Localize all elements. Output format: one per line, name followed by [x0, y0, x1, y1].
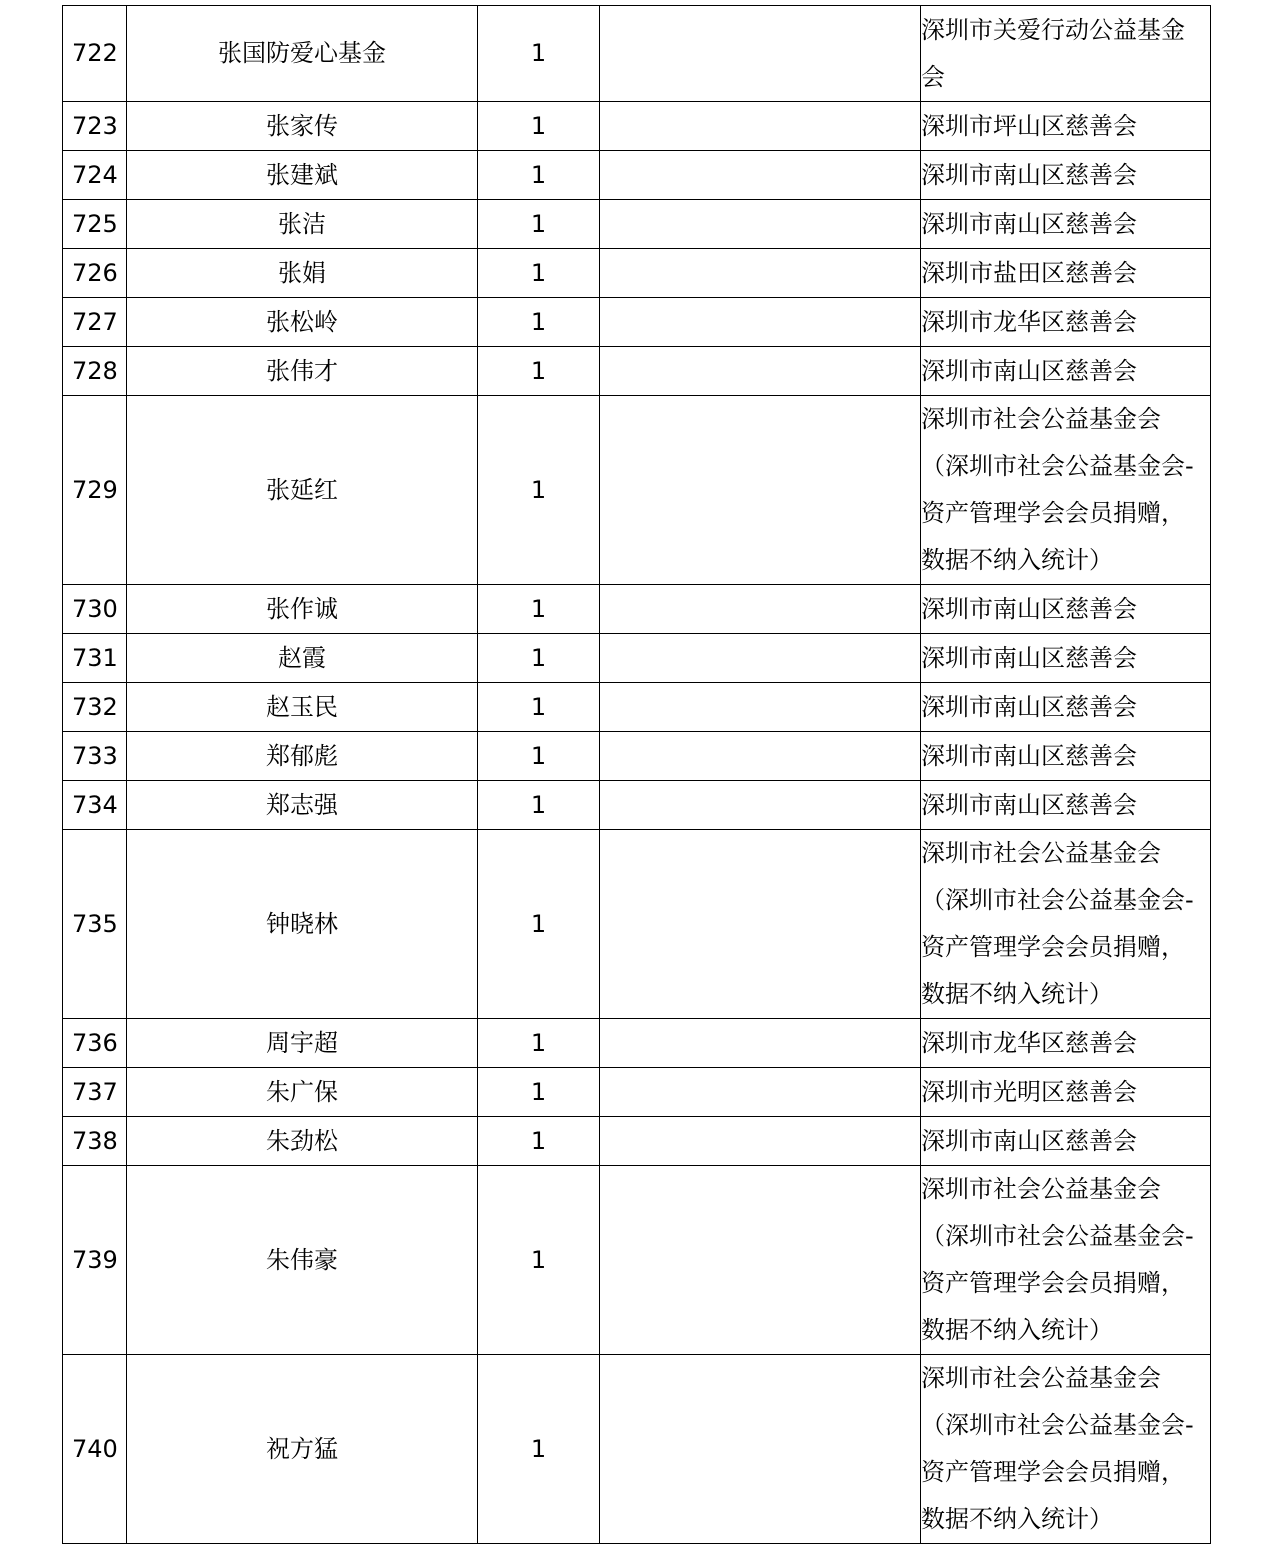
- donor-name: 张建斌: [127, 151, 478, 200]
- donor-name: 郑志强: [127, 781, 478, 830]
- recipient-organization: 深圳市南山区慈善会: [921, 634, 1211, 683]
- table-row: [63, 249, 1211, 298]
- row-number: 738: [63, 1117, 127, 1166]
- donation-quantity: 1: [478, 732, 600, 781]
- note-cell: [600, 396, 921, 585]
- donor-name: 赵霞: [127, 634, 478, 683]
- donor-table-body: [63, 6, 1211, 1544]
- donation-quantity: 1: [478, 1019, 600, 1068]
- donor-name: 张国防爱心基金: [127, 6, 478, 102]
- donor-table: [62, 5, 1211, 1544]
- note-cell: [600, 585, 921, 634]
- recipient-organization: 深圳市盐田区慈善会: [921, 249, 1211, 298]
- donation-quantity: 1: [478, 1166, 600, 1355]
- donation-quantity: 1: [478, 298, 600, 347]
- note-cell: [600, 1019, 921, 1068]
- row-number: 722: [63, 6, 127, 102]
- recipient-organization: 深圳市南山区慈善会: [921, 200, 1211, 249]
- table-row: [63, 683, 1211, 732]
- row-number: 733: [63, 732, 127, 781]
- recipient-organization: 深圳市南山区慈善会: [921, 347, 1211, 396]
- donor-name: 朱劲松: [127, 1117, 478, 1166]
- note-cell: [600, 683, 921, 732]
- recipient-organization: 深圳市坪山区慈善会: [921, 102, 1211, 151]
- recipient-organization: 深圳市龙华区慈善会: [921, 1019, 1211, 1068]
- note-cell: [600, 200, 921, 249]
- donation-quantity: 1: [478, 347, 600, 396]
- row-number: 737: [63, 1068, 127, 1117]
- recipient-organization: 深圳市社会公益基金会（深圳市社会公益基金会-资产管理学会会员捐赠，数据不纳入统计）: [921, 830, 1211, 1019]
- donation-quantity: 1: [478, 585, 600, 634]
- row-number: 729: [63, 396, 127, 585]
- donation-quantity: 1: [478, 6, 600, 102]
- table-row: [63, 200, 1211, 249]
- table-row: [63, 1166, 1211, 1355]
- donation-quantity: 1: [478, 683, 600, 732]
- donor-name: 张娟: [127, 249, 478, 298]
- donor-name: 祝方猛: [127, 1355, 478, 1544]
- recipient-organization: 深圳市南山区慈善会: [921, 683, 1211, 732]
- donor-name: 周宇超: [127, 1019, 478, 1068]
- note-cell: [600, 1117, 921, 1166]
- row-number: 728: [63, 347, 127, 396]
- note-cell: [600, 151, 921, 200]
- donor-name: 郑郁彪: [127, 732, 478, 781]
- row-number: 723: [63, 102, 127, 151]
- note-cell: [600, 781, 921, 830]
- row-number: 739: [63, 1166, 127, 1355]
- donation-quantity: 1: [478, 249, 600, 298]
- row-number: 724: [63, 151, 127, 200]
- donor-name: 朱伟豪: [127, 1166, 478, 1355]
- note-cell: [600, 1068, 921, 1117]
- table-row: [63, 6, 1211, 102]
- recipient-organization: 深圳市龙华区慈善会: [921, 298, 1211, 347]
- table-row: [63, 396, 1211, 585]
- donation-quantity: 1: [478, 830, 600, 1019]
- table-row: [63, 1355, 1211, 1544]
- recipient-organization: 深圳市社会公益基金会（深圳市社会公益基金会-资产管理学会会员捐赠，数据不纳入统计）: [921, 1166, 1211, 1355]
- note-cell: [600, 249, 921, 298]
- recipient-organization: 深圳市社会公益基金会（深圳市社会公益基金会-资产管理学会会员捐赠，数据不纳入统计）: [921, 1355, 1211, 1544]
- recipient-organization: 深圳市社会公益基金会（深圳市社会公益基金会-资产管理学会会员捐赠，数据不纳入统计）: [921, 396, 1211, 585]
- donor-name: 张松岭: [127, 298, 478, 347]
- note-cell: [600, 732, 921, 781]
- recipient-organization: 深圳市南山区慈善会: [921, 1117, 1211, 1166]
- recipient-organization: 深圳市南山区慈善会: [921, 585, 1211, 634]
- recipient-organization: 深圳市光明区慈善会: [921, 1068, 1211, 1117]
- note-cell: [600, 634, 921, 683]
- recipient-organization: 深圳市南山区慈善会: [921, 151, 1211, 200]
- table-row: [63, 151, 1211, 200]
- table-row: [63, 732, 1211, 781]
- recipient-organization: 深圳市南山区慈善会: [921, 732, 1211, 781]
- note-cell: [600, 830, 921, 1019]
- row-number: 734: [63, 781, 127, 830]
- donor-name: 张洁: [127, 200, 478, 249]
- donor-name: 张家传: [127, 102, 478, 151]
- donation-quantity: 1: [478, 1355, 600, 1544]
- donation-quantity: 1: [478, 151, 600, 200]
- row-number: 730: [63, 585, 127, 634]
- row-number: 736: [63, 1019, 127, 1068]
- row-number: 732: [63, 683, 127, 732]
- donor-name: 张延红: [127, 396, 478, 585]
- note-cell: [600, 298, 921, 347]
- donation-quantity: 1: [478, 1117, 600, 1166]
- donation-quantity: 1: [478, 634, 600, 683]
- table-row: [63, 830, 1211, 1019]
- donation-quantity: 1: [478, 1068, 600, 1117]
- row-number: 727: [63, 298, 127, 347]
- row-number: 726: [63, 249, 127, 298]
- note-cell: [600, 1355, 921, 1544]
- recipient-organization: 深圳市南山区慈善会: [921, 781, 1211, 830]
- table-row: [63, 298, 1211, 347]
- table-row: [63, 102, 1211, 151]
- table-row: [63, 1117, 1211, 1166]
- row-number: 725: [63, 200, 127, 249]
- donation-quantity: 1: [478, 200, 600, 249]
- donation-quantity: 1: [478, 781, 600, 830]
- note-cell: [600, 102, 921, 151]
- donor-name: 朱广保: [127, 1068, 478, 1117]
- note-cell: [600, 6, 921, 102]
- row-number: 731: [63, 634, 127, 683]
- donor-name: 张作诚: [127, 585, 478, 634]
- table-row: [63, 1068, 1211, 1117]
- row-number: 740: [63, 1355, 127, 1544]
- note-cell: [600, 1166, 921, 1355]
- note-cell: [600, 347, 921, 396]
- donor-name: 张伟才: [127, 347, 478, 396]
- table-row: [63, 585, 1211, 634]
- donor-name: 钟晓林: [127, 830, 478, 1019]
- table-row: [63, 347, 1211, 396]
- recipient-organization: 深圳市关爱行动公益基金会: [921, 6, 1211, 102]
- table-row: [63, 634, 1211, 683]
- table-row: [63, 781, 1211, 830]
- row-number: 735: [63, 830, 127, 1019]
- table-row: [63, 1019, 1211, 1068]
- donation-quantity: 1: [478, 396, 600, 585]
- donor-name: 赵玉民: [127, 683, 478, 732]
- donation-quantity: 1: [478, 102, 600, 151]
